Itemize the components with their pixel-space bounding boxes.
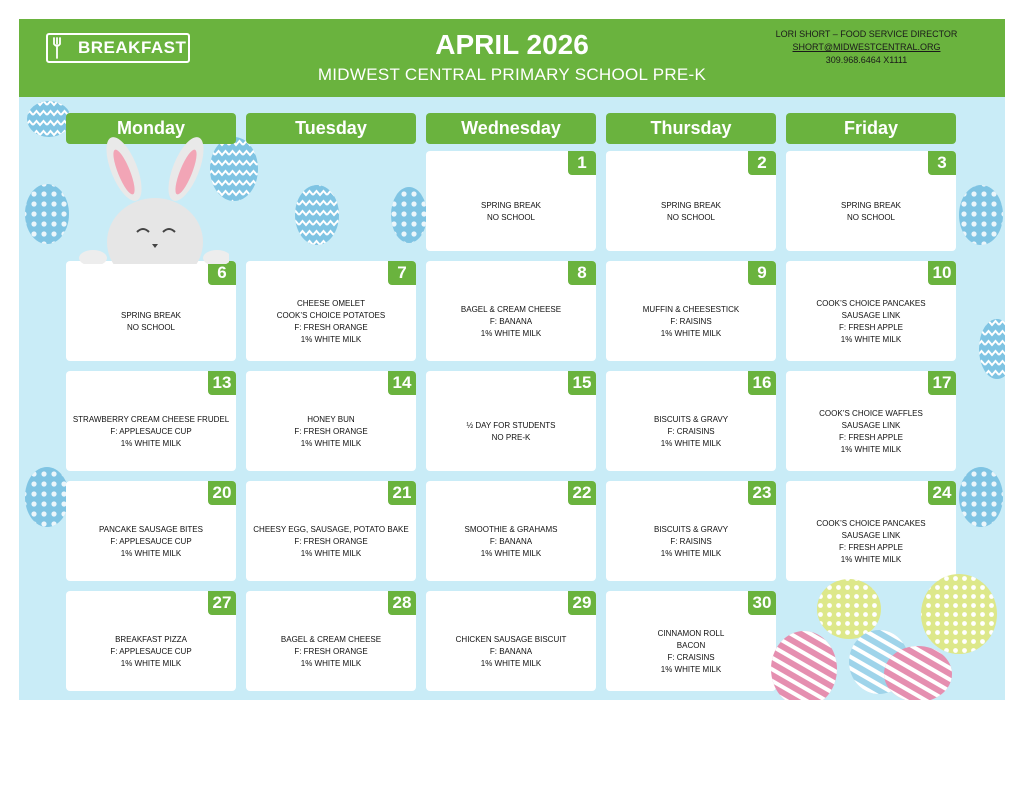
menu-item: 1% WHITE MILK	[840, 445, 902, 454]
menu-item: 1% WHITE MILK	[480, 329, 542, 338]
menu-item: SAUSAGE LINK	[841, 531, 901, 540]
menu-item: SPRING BREAK	[840, 201, 901, 210]
menu-item: NO PRE-K	[491, 433, 531, 442]
menu-items	[252, 289, 410, 355]
contact-info	[759, 28, 974, 67]
day-cell	[786, 151, 956, 251]
menu-item: 1% WHITE MILK	[300, 549, 362, 558]
menu-item: SAUSAGE LINK	[841, 421, 901, 430]
menu-item: BAGEL & CREAM CHEESE	[460, 305, 562, 314]
menu-item: 1% WHITE MILK	[120, 549, 182, 558]
date-number: 2	[748, 151, 776, 175]
date-number: 16	[748, 371, 776, 395]
menu-item: 1% WHITE MILK	[840, 555, 902, 564]
date-number: 6	[208, 261, 236, 285]
date-number: 28	[388, 591, 416, 615]
day-cell	[246, 591, 416, 691]
date-number: 22	[568, 481, 596, 505]
day-cell	[606, 591, 776, 691]
day-cell	[246, 261, 416, 361]
menu-item: 1% WHITE MILK	[660, 665, 722, 674]
menu-item: F: FRESH APPLE	[838, 433, 904, 442]
menu-item: COOK’S CHOICE WAFFLES	[819, 409, 923, 418]
day-cell	[66, 261, 236, 361]
date-number: 10	[928, 261, 956, 285]
menu-item: 1% WHITE MILK	[840, 335, 902, 344]
date-number: 9	[748, 261, 776, 285]
page-header	[19, 19, 1005, 97]
day-cell	[606, 151, 776, 251]
day-header-thursday: Thursday	[606, 113, 776, 144]
menu-item: CHICKEN SAUSAGE BISCUIT	[455, 635, 567, 644]
day-cell	[426, 371, 596, 471]
menu-item: STRAWBERRY CREAM CHEESE FRUDEL	[72, 415, 230, 424]
date-number: 8	[568, 261, 596, 285]
day-cell	[426, 481, 596, 581]
menu-item: F: FRESH APPLE	[838, 543, 904, 552]
day-cell	[786, 371, 956, 471]
day-cell	[426, 591, 596, 691]
day-cell	[786, 261, 956, 361]
date-number: 20	[208, 481, 236, 505]
day-cell	[66, 481, 236, 581]
menu-item: BACON	[676, 641, 706, 650]
menu-items	[72, 289, 230, 355]
menu-item: BREAKFAST PIZZA	[115, 635, 187, 644]
menu-items	[612, 289, 770, 355]
menu-items	[792, 179, 950, 245]
menu-item: PANCAKE SAUSAGE BITES	[99, 525, 203, 534]
menu-item: CINNAMON ROLL	[657, 629, 725, 638]
menu-item: SAUSAGE LINK	[841, 311, 901, 320]
day-header-monday: Monday	[66, 113, 236, 144]
date-number: 3	[928, 151, 956, 175]
menu-item: 1% WHITE MILK	[660, 439, 722, 448]
calendar-sheet	[19, 19, 1005, 700]
menu-item: CHEESY EGG, SAUSAGE, POTATO BAKE	[253, 525, 409, 534]
menu-items	[252, 509, 410, 575]
menu-item: 1% WHITE MILK	[480, 659, 542, 668]
day-cell	[246, 481, 416, 581]
menu-items	[72, 399, 230, 465]
menu-item: F: BANANA	[489, 317, 533, 326]
menu-item: F: BANANA	[489, 537, 533, 546]
day-header-wednesday: Wednesday	[426, 113, 596, 144]
menu-items	[432, 289, 590, 355]
day-header-friday: Friday	[786, 113, 956, 144]
menu-items	[72, 509, 230, 575]
menu-item: SPRING BREAK	[660, 201, 721, 210]
day-cell	[66, 591, 236, 691]
menu-item: F: FRESH ORANGE	[294, 323, 368, 332]
easter-egg-icon	[771, 574, 1003, 700]
menu-items	[612, 619, 770, 685]
menu-item: BAGEL & CREAM CHEESE	[280, 635, 382, 644]
day-cell	[606, 261, 776, 361]
menu-items	[612, 399, 770, 465]
menu-item: COOK’S CHOICE PANCAKES	[816, 519, 926, 528]
menu-items	[792, 399, 950, 465]
day-cell	[606, 481, 776, 581]
date-number: 24	[928, 481, 956, 505]
menu-item: 1% WHITE MILK	[120, 439, 182, 448]
menu-item: SPRING BREAK	[480, 201, 541, 210]
menu-item: F: FRESH APPLE	[838, 323, 904, 332]
page-title: APRIL 2026	[435, 29, 589, 60]
date-number: 13	[208, 371, 236, 395]
date-number: 15	[568, 371, 596, 395]
day-cell	[66, 371, 236, 471]
menu-item: 1% WHITE MILK	[300, 439, 362, 448]
bunny-illustration	[79, 134, 229, 264]
menu-item: F: CRAISINS	[667, 427, 715, 436]
day-cell	[786, 481, 956, 581]
menu-item: NO SCHOOL	[846, 213, 895, 222]
date-number: 7	[388, 261, 416, 285]
date-number: 30	[748, 591, 776, 615]
menu-item: 1% WHITE MILK	[660, 549, 722, 558]
date-number: 29	[568, 591, 596, 615]
logo-label: BREAKFAST	[78, 38, 187, 57]
date-number: 17	[928, 371, 956, 395]
menu-item: F: FRESH ORANGE	[294, 427, 368, 436]
menu-item: SMOOTHIE & GRAHAMS	[464, 525, 558, 534]
menu-item: 1% WHITE MILK	[480, 549, 542, 558]
day-header-tuesday: Tuesday	[246, 113, 416, 144]
date-number: 14	[388, 371, 416, 395]
menu-item: MUFFIN & CHEESESTICK	[642, 305, 740, 314]
contact-phone: 309.968.6464 X1111	[825, 55, 908, 65]
menu-items	[792, 509, 950, 575]
menu-item: F: APPLESAUCE CUP	[110, 537, 192, 546]
day-cell	[246, 371, 416, 471]
menu-items	[612, 509, 770, 575]
menu-item: SPRING BREAK	[120, 311, 181, 320]
menu-item: F: APPLESAUCE CUP	[110, 647, 192, 656]
menu-item: NO SCHOOL	[486, 213, 535, 222]
menu-items	[612, 179, 770, 245]
menu-item: F: FRESH ORANGE	[294, 537, 368, 546]
menu-item: 1% WHITE MILK	[300, 659, 362, 668]
menu-item: COOK’S CHOICE POTATOES	[276, 311, 386, 320]
menu-items	[252, 619, 410, 685]
menu-item: F: CRAISINS	[667, 653, 715, 662]
menu-items	[792, 289, 950, 355]
menu-items	[432, 509, 590, 575]
menu-items	[432, 399, 590, 465]
menu-item: 1% WHITE MILK	[660, 329, 722, 338]
menu-item: NO SCHOOL	[666, 213, 715, 222]
day-cell	[426, 151, 596, 251]
menu-item: F: RAISINS	[670, 317, 712, 326]
menu-item: 1% WHITE MILK	[120, 659, 182, 668]
menu-items	[432, 619, 590, 685]
contact-email[interactable]: SHORT@MIDWESTCENTRAL.ORG	[792, 42, 941, 52]
menu-item: F: BANANA	[489, 647, 533, 656]
day-cell	[606, 371, 776, 471]
menu-item: BISCUITS & GRAVY	[653, 415, 729, 424]
menu-item: F: FRESH ORANGE	[294, 647, 368, 656]
day-cell	[426, 261, 596, 361]
date-number: 27	[208, 591, 236, 615]
menu-items	[432, 179, 590, 245]
menu-items	[72, 619, 230, 685]
menu-item: BISCUITS & GRAVY	[653, 525, 729, 534]
date-number: 1	[568, 151, 596, 175]
date-number: 21	[388, 481, 416, 505]
menu-item: HONEY BUN	[307, 415, 355, 424]
menu-items	[252, 399, 410, 465]
page-subtitle: MIDWEST CENTRAL PRIMARY SCHOOL PRE-K	[317, 65, 707, 84]
menu-item: 1% WHITE MILK	[300, 335, 362, 344]
menu-item: F: APPLESAUCE CUP	[110, 427, 192, 436]
menu-item: COOK’S CHOICE PANCAKES	[816, 299, 926, 308]
menu-item: NO SCHOOL	[126, 323, 175, 332]
contact-name: LORI SHORT – FOOD SERVICE DIRECTOR	[775, 29, 958, 39]
menu-item: F: RAISINS	[670, 537, 712, 546]
menu-item: CHEESE OMELET	[296, 299, 365, 308]
menu-item: ½ DAY FOR STUDENTS	[466, 421, 556, 430]
date-number: 23	[748, 481, 776, 505]
